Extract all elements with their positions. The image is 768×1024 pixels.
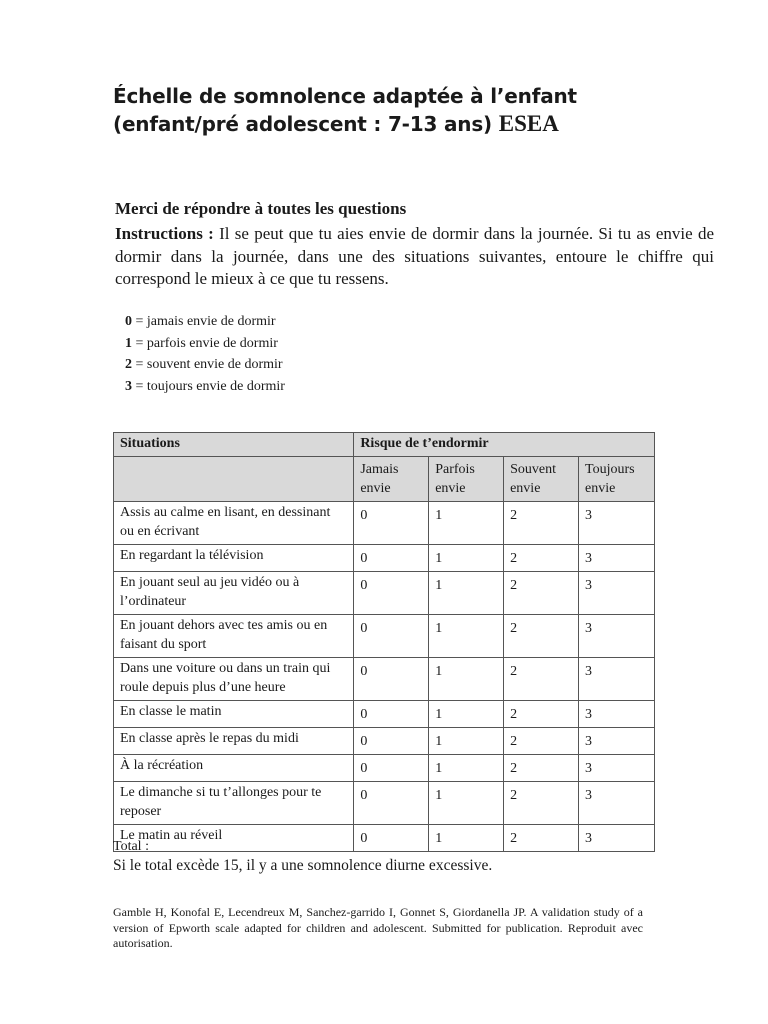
header-risk-column: Parfois envie bbox=[429, 457, 504, 502]
header-situations: Situations bbox=[114, 433, 354, 457]
situation-cell: En classe après le repas du midi bbox=[114, 728, 354, 755]
score-cell: 2 bbox=[504, 572, 579, 615]
score-cell: 3 bbox=[579, 728, 655, 755]
score-cell: 0 bbox=[354, 502, 429, 545]
score-cell: 0 bbox=[354, 615, 429, 658]
score-cell: 1 bbox=[429, 545, 504, 572]
score-cell: 3 bbox=[579, 701, 655, 728]
header-risk-column: Jamais envie bbox=[354, 457, 429, 502]
table-row bbox=[114, 572, 655, 615]
score-value: 2 bbox=[125, 357, 132, 372]
score-cell: 1 bbox=[429, 755, 504, 782]
score-cell: 2 bbox=[504, 782, 579, 825]
situation-cell: Dans une voiture ou dans un train qui roule depuis plus d’une heure bbox=[114, 658, 354, 701]
situation-cell: En regardant la télévision bbox=[114, 545, 354, 572]
score-cell: 2 bbox=[504, 728, 579, 755]
score-cell: 1 bbox=[429, 782, 504, 825]
score-description: = toujours envie de dormir bbox=[132, 378, 285, 394]
score-cell: 2 bbox=[504, 615, 579, 658]
score-cell: 1 bbox=[429, 572, 504, 615]
table-row bbox=[114, 502, 655, 545]
score-cell: 2 bbox=[504, 755, 579, 782]
score-cell: 0 bbox=[354, 658, 429, 701]
score-cell: 0 bbox=[354, 825, 429, 852]
situation-cell: À la récréation bbox=[114, 755, 354, 782]
situations-table bbox=[113, 432, 655, 852]
score-cell: 2 bbox=[504, 545, 579, 572]
table-row bbox=[114, 615, 655, 658]
score-cell: 3 bbox=[579, 755, 655, 782]
score-cell: 3 bbox=[579, 502, 655, 545]
score-legend-item bbox=[125, 333, 285, 355]
situation-cell: En jouant dehors avec tes amis ou en faisant du sport bbox=[114, 615, 354, 658]
header-risk-column: Souvent envie bbox=[504, 457, 579, 502]
table-row bbox=[114, 701, 655, 728]
score-legend-item bbox=[125, 376, 285, 398]
score-description: = parfois envie de dormir bbox=[132, 335, 278, 351]
subtitle: Merci de répondre à toutes les questions bbox=[115, 199, 407, 218]
score-cell: 0 bbox=[354, 755, 429, 782]
score-cell: 2 bbox=[504, 658, 579, 701]
score-cell: 2 bbox=[504, 701, 579, 728]
score-legend-item bbox=[125, 354, 285, 376]
interpretation-note: Si le total excède 15, il y a une somnolence diurne excessive. bbox=[113, 857, 493, 874]
score-description: = jamais envie de dormir bbox=[132, 314, 276, 329]
table-subheader-row bbox=[114, 457, 655, 502]
header-risk-column: Toujours envie bbox=[579, 457, 655, 502]
score-cell: 1 bbox=[429, 701, 504, 728]
title-line-1: Échelle de somnolence adaptée à l’enfant bbox=[113, 84, 577, 108]
score-cell: 3 bbox=[579, 658, 655, 701]
title-acronym: ESEA bbox=[498, 111, 559, 136]
score-cell: 2 bbox=[504, 502, 579, 545]
instructions-paragraph bbox=[115, 223, 714, 291]
reference-citation: Gamble H, Konofal E, Lecendreux M, Sanchez-garrido I, Gonnet S, Giordanella JP. A validation study of a version of Epworth scale adapted for children and adolescent. Submitted for publication. Reproduit avec autorisation. bbox=[113, 905, 643, 950]
situation-cell: Assis au calme en lisant, en dessinant ou en écrivant bbox=[114, 502, 354, 545]
table-row bbox=[114, 825, 655, 852]
score-legend-item bbox=[125, 311, 285, 333]
score-cell: 0 bbox=[354, 701, 429, 728]
score-cell: 0 bbox=[354, 728, 429, 755]
score-cell: 0 bbox=[354, 572, 429, 615]
table-row bbox=[114, 545, 655, 572]
table-row bbox=[114, 728, 655, 755]
table-row bbox=[114, 755, 655, 782]
situation-cell: En jouant seul au jeu vidéo ou à l’ordinateur bbox=[114, 572, 354, 615]
score-cell: 0 bbox=[354, 782, 429, 825]
score-cell: 1 bbox=[429, 502, 504, 545]
instructions-label: Instructions : bbox=[115, 224, 214, 243]
score-cell: 3 bbox=[579, 572, 655, 615]
score-cell: 3 bbox=[579, 545, 655, 572]
score-value: 3 bbox=[125, 378, 132, 394]
situation-cell: Le matin au réveil bbox=[114, 825, 354, 852]
score-cell: 0 bbox=[354, 545, 429, 572]
title-line-2: (enfant/pré adolescent : 7-13 ans) bbox=[113, 112, 492, 136]
score-cell: 1 bbox=[429, 825, 504, 852]
total-label: Total : bbox=[113, 839, 149, 854]
situation-cell: Le dimanche si tu t’allonges pour te reposer bbox=[114, 782, 354, 825]
document-title bbox=[113, 82, 673, 138]
score-cell: 1 bbox=[429, 658, 504, 701]
instructions-text: Il se peut que tu aies envie de dormir dans la journée. Si tu as envie de dormir dans la journée, dans une des situations suivantes, entoure le chiffre qui correspond le mieux à ce que tu ressens. bbox=[115, 224, 715, 288]
table-row bbox=[114, 658, 655, 701]
table-header-row bbox=[114, 433, 655, 457]
score-cell: 2 bbox=[504, 825, 579, 852]
score-description: = souvent envie de dormir bbox=[132, 357, 283, 372]
header-empty-cell bbox=[114, 457, 354, 502]
score-cell: 3 bbox=[579, 825, 655, 852]
score-value: 0 bbox=[125, 314, 132, 329]
situation-cell: En classe le matin bbox=[114, 701, 354, 728]
score-legend bbox=[125, 311, 285, 397]
score-cell: 3 bbox=[579, 615, 655, 658]
score-cell: 1 bbox=[429, 728, 504, 755]
score-cell: 1 bbox=[429, 615, 504, 658]
header-risk: Risque de t’endormir bbox=[354, 433, 655, 457]
score-cell: 3 bbox=[579, 782, 655, 825]
table-row bbox=[114, 782, 655, 825]
score-value: 1 bbox=[125, 335, 132, 351]
